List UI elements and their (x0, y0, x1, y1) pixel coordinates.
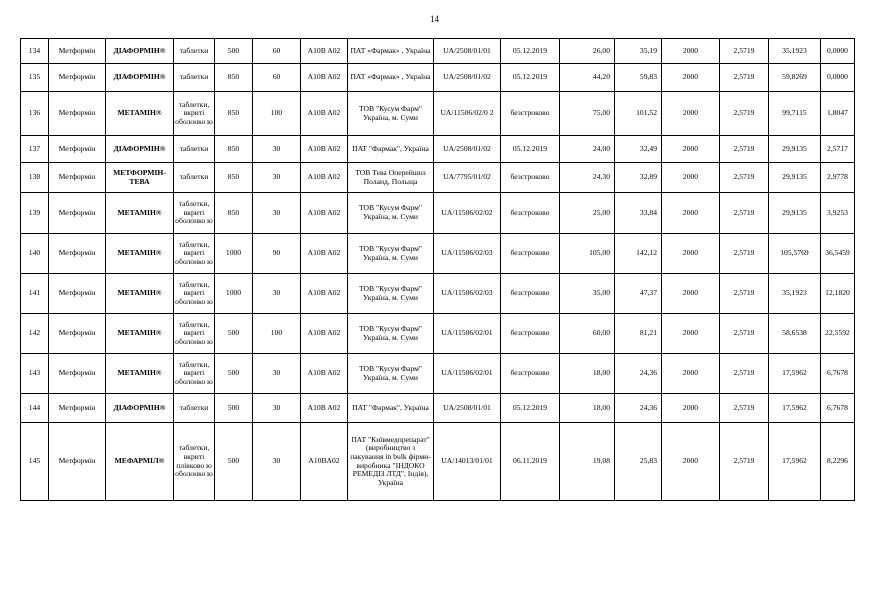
reference-price-cell: 35,1923 (769, 274, 821, 314)
coefficient-cell: 2,5719 (720, 136, 769, 163)
price-with-markup-cell: 142,12 (615, 234, 662, 274)
registration-number-cell: UA/11506/02/02 (434, 193, 501, 234)
price-cell: 18,00 (560, 354, 615, 394)
row-number: 140 (21, 234, 49, 274)
difference-cell: 1,8047 (821, 92, 855, 136)
difference-cell: 22,5592 (821, 314, 855, 354)
table-row (21, 423, 855, 501)
reference-price-cell: 17,5962 (769, 354, 821, 394)
dose-cell: 850 (215, 163, 253, 193)
row-number: 138 (21, 163, 49, 193)
registration-number-cell: UA/11506/02/01 (434, 354, 501, 394)
price-with-markup-cell: 24,36 (615, 394, 662, 423)
row-number: 136 (21, 92, 49, 136)
reference-price-cell: 99,7115 (769, 92, 821, 136)
atc-code-cell: A10B A02 (301, 234, 348, 274)
trade-name-cell: ДІАФОРМІН® (106, 39, 174, 64)
trade-name-cell: МЕТАМІН® (106, 314, 174, 354)
dosage-form-cell: таблетки, вкриті оболонко ю (174, 354, 215, 394)
atc-code-cell: A10B A02 (301, 64, 348, 92)
table-row (21, 163, 855, 193)
table-body (21, 39, 855, 501)
dosage-form-cell: таблетки (174, 39, 215, 64)
coefficient-cell: 2,5719 (720, 314, 769, 354)
ddd-cell: 2000 (662, 234, 720, 274)
coefficient-cell: 2,5719 (720, 163, 769, 193)
ddd-cell: 2000 (662, 136, 720, 163)
inn-cell: Метформін (49, 394, 106, 423)
pack-quantity-cell: 30 (253, 193, 301, 234)
pack-quantity-cell: 30 (253, 423, 301, 501)
atc-code-cell: A10B A02 (301, 163, 348, 193)
price-cell: 60,00 (560, 314, 615, 354)
trade-name-cell: МЕТФОРМІН-ТЕВА (106, 163, 174, 193)
dose-cell: 850 (215, 64, 253, 92)
difference-cell: 8,2296 (821, 423, 855, 501)
coefficient-cell: 2,5719 (720, 64, 769, 92)
dose-cell: 500 (215, 39, 253, 64)
ddd-cell: 2000 (662, 64, 720, 92)
table-row (21, 354, 855, 394)
trade-name-cell: ДІАФОРМІН® (106, 64, 174, 92)
registration-date-cell: 05.12.2019 (501, 136, 560, 163)
registration-number-cell: UA/2508/01/02 (434, 136, 501, 163)
page-number: 14 (430, 14, 439, 24)
medicine-registry-table (20, 38, 855, 501)
trade-name-cell: МЕТАМІН® (106, 234, 174, 274)
ddd-cell: 2000 (662, 423, 720, 501)
row-number: 137 (21, 136, 49, 163)
dosage-form-cell: таблетки, вкриті плівково ю оболонко ю (174, 423, 215, 501)
trade-name-cell: ДІАФОРМІН® (106, 136, 174, 163)
registration-date-cell: 05.12.2019 (501, 39, 560, 64)
dosage-form-cell: таблетки (174, 163, 215, 193)
registration-number-cell: UA/11506/02/0 2 (434, 92, 501, 136)
registration-number-cell: UA/11506/02/03 (434, 274, 501, 314)
registration-date-cell: безстроково (501, 274, 560, 314)
pack-quantity-cell: 100 (253, 92, 301, 136)
dose-cell: 1000 (215, 274, 253, 314)
registration-number-cell: UA/11506/02/03 (434, 234, 501, 274)
registration-number-cell: UA/2508/01/01 (434, 394, 501, 423)
registration-number-cell: UA/7795/01/02 (434, 163, 501, 193)
atc-code-cell: A10B A02 (301, 314, 348, 354)
price-cell: 105,00 (560, 234, 615, 274)
ddd-cell: 2000 (662, 274, 720, 314)
table-row (21, 136, 855, 163)
difference-cell: 12,1820 (821, 274, 855, 314)
reference-price-cell: 17,5962 (769, 423, 821, 501)
manufacturer-cell: ТОВ "Кусум Фарм" Україна, м. Суми (348, 354, 434, 394)
inn-cell: Метформін (49, 274, 106, 314)
table-row (21, 234, 855, 274)
dosage-form-cell: таблетки, вкриті оболонко ю (174, 274, 215, 314)
dose-cell: 500 (215, 314, 253, 354)
dosage-form-cell: таблетки, вкриті оболонко ю (174, 234, 215, 274)
pack-quantity-cell: 30 (253, 274, 301, 314)
registration-date-cell: безстроково (501, 193, 560, 234)
table-row (21, 39, 855, 64)
pack-quantity-cell: 60 (253, 64, 301, 92)
manufacturer-cell: ТОВ "Кусум Фарм" Україна, м. Суми (348, 92, 434, 136)
row-number: 143 (21, 354, 49, 394)
price-with-markup-cell: 59,83 (615, 64, 662, 92)
row-number: 144 (21, 394, 49, 423)
coefficient-cell: 2,5719 (720, 39, 769, 64)
ddd-cell: 2000 (662, 163, 720, 193)
reference-price-cell: 105,5769 (769, 234, 821, 274)
trade-name-cell: ДІАФОРМІН® (106, 394, 174, 423)
manufacturer-cell: ПАТ «Фармак» , Україна (348, 39, 434, 64)
row-number: 134 (21, 39, 49, 64)
dosage-form-cell: таблетки (174, 136, 215, 163)
difference-cell: 2,5717 (821, 136, 855, 163)
trade-name-cell: МЕТАМІН® (106, 274, 174, 314)
price-with-markup-cell: 24,36 (615, 354, 662, 394)
difference-cell: 2,9778 (821, 163, 855, 193)
manufacturer-cell: ТОВ "Кусум Фарм" Україна, м. Суми (348, 234, 434, 274)
dose-cell: 1000 (215, 234, 253, 274)
dose-cell: 850 (215, 92, 253, 136)
atc-code-cell: A10B A02 (301, 394, 348, 423)
registration-date-cell: 06.11.2019 (501, 423, 560, 501)
inn-cell: Метформін (49, 64, 106, 92)
atc-code-cell: A10B A02 (301, 39, 348, 64)
price-cell: 75,00 (560, 92, 615, 136)
ddd-cell: 2000 (662, 92, 720, 136)
dose-cell: 500 (215, 394, 253, 423)
registration-number-cell: UA/2508/01/02 (434, 64, 501, 92)
row-number: 145 (21, 423, 49, 501)
atc-code-cell: A10B A02 (301, 92, 348, 136)
price-with-markup-cell: 32,49 (615, 136, 662, 163)
manufacturer-cell: ПАТ "Фармак", Україна (348, 394, 434, 423)
atc-code-cell: A10B A02 (301, 354, 348, 394)
registration-date-cell: безстроково (501, 92, 560, 136)
table-row (21, 274, 855, 314)
price-with-markup-cell: 81,21 (615, 314, 662, 354)
coefficient-cell: 2,5719 (720, 92, 769, 136)
manufacturer-cell: ПАТ "Київмедпрепарат" (виробництво з пакування in bulk фірми-виробника "ІНДОКО РЕМЕДІЗ ЛТД", Індія), Україна (348, 423, 434, 501)
price-with-markup-cell: 47,37 (615, 274, 662, 314)
manufacturer-cell: ТОВ "Кусум Фарм" Україна, м. Суми (348, 193, 434, 234)
atc-code-cell: A10B A02 (301, 274, 348, 314)
manufacturer-cell: ПАТ "Фармак", Україна (348, 136, 434, 163)
difference-cell: 36,5459 (821, 234, 855, 274)
inn-cell: Метформін (49, 193, 106, 234)
difference-cell: 3,9253 (821, 193, 855, 234)
dosage-form-cell: таблетки, вкриті оболонко ю (174, 193, 215, 234)
coefficient-cell: 2,5719 (720, 423, 769, 501)
trade-name-cell: МЕТАМІН® (106, 354, 174, 394)
price-with-markup-cell: 35,19 (615, 39, 662, 64)
manufacturer-cell: ТОВ "Кусум Фарм" Україна, м. Суми (348, 274, 434, 314)
inn-cell: Метформін (49, 39, 106, 64)
ddd-cell: 2000 (662, 193, 720, 234)
ddd-cell: 2000 (662, 394, 720, 423)
manufacturer-cell: ТОВ "Кусум Фарм" Україна, м. Суми (348, 314, 434, 354)
registration-date-cell: безстроково (501, 314, 560, 354)
row-number: 141 (21, 274, 49, 314)
inn-cell: Метформін (49, 423, 106, 501)
price-cell: 19,08 (560, 423, 615, 501)
dose-cell: 500 (215, 423, 253, 501)
table-row (21, 92, 855, 136)
reference-price-cell: 29,9135 (769, 193, 821, 234)
dosage-form-cell: таблетки, вкриті оболонко ю (174, 314, 215, 354)
dosage-form-cell: таблетки (174, 394, 215, 423)
price-cell: 25,00 (560, 193, 615, 234)
registration-date-cell: безстроково (501, 234, 560, 274)
ddd-cell: 2000 (662, 314, 720, 354)
dosage-form-cell: таблетки (174, 64, 215, 92)
price-cell: 18,00 (560, 394, 615, 423)
reference-price-cell: 58,6538 (769, 314, 821, 354)
registration-date-cell: безстроково (501, 163, 560, 193)
inn-cell: Метформін (49, 136, 106, 163)
price-cell: 24,30 (560, 163, 615, 193)
price-with-markup-cell: 25,83 (615, 423, 662, 501)
reference-price-cell: 59,8269 (769, 64, 821, 92)
manufacturer-cell: ТОВ Тева Оперейшнз Поланд, Польща (348, 163, 434, 193)
inn-cell: Метформін (49, 92, 106, 136)
reference-price-cell: 29,9135 (769, 163, 821, 193)
pack-quantity-cell: 30 (253, 136, 301, 163)
difference-cell: 0,0000 (821, 39, 855, 64)
trade-name-cell: МЕФАРМІЛ® (106, 423, 174, 501)
table-row (21, 314, 855, 354)
price-with-markup-cell: 32,89 (615, 163, 662, 193)
price-cell: 35,00 (560, 274, 615, 314)
registration-date-cell: 05.12.2019 (501, 64, 560, 92)
reference-price-cell: 35,1923 (769, 39, 821, 64)
pack-quantity-cell: 30 (253, 163, 301, 193)
pack-quantity-cell: 90 (253, 234, 301, 274)
price-cell: 24,00 (560, 136, 615, 163)
dose-cell: 850 (215, 136, 253, 163)
row-number: 142 (21, 314, 49, 354)
trade-name-cell: МЕТАМІН® (106, 193, 174, 234)
registration-date-cell: 05.12.2019 (501, 394, 560, 423)
registration-number-cell: UA/11506/02/01 (434, 314, 501, 354)
atc-code-cell: A10B A02 (301, 193, 348, 234)
registration-number-cell: UA/14013/01/01 (434, 423, 501, 501)
pack-quantity-cell: 100 (253, 314, 301, 354)
manufacturer-cell: ПАТ «Фармак» , Україна (348, 64, 434, 92)
dose-cell: 850 (215, 193, 253, 234)
ddd-cell: 2000 (662, 354, 720, 394)
inn-cell: Метформін (49, 354, 106, 394)
table-row (21, 193, 855, 234)
price-cell: 44,20 (560, 64, 615, 92)
pack-quantity-cell: 60 (253, 39, 301, 64)
coefficient-cell: 2,5719 (720, 354, 769, 394)
reference-price-cell: 17,5962 (769, 394, 821, 423)
pack-quantity-cell: 30 (253, 394, 301, 423)
coefficient-cell: 2,5719 (720, 234, 769, 274)
coefficient-cell: 2,5719 (720, 193, 769, 234)
atc-code-cell: A10BA02 (301, 423, 348, 501)
table-row (21, 394, 855, 423)
registration-number-cell: UA/2508/01/01 (434, 39, 501, 64)
table-row (21, 64, 855, 92)
difference-cell: 0,0000 (821, 64, 855, 92)
inn-cell: Метформін (49, 163, 106, 193)
reference-price-cell: 29,9135 (769, 136, 821, 163)
dose-cell: 500 (215, 354, 253, 394)
trade-name-cell: МЕТАМІН® (106, 92, 174, 136)
ddd-cell: 2000 (662, 39, 720, 64)
row-number: 135 (21, 64, 49, 92)
price-with-markup-cell: 33,84 (615, 193, 662, 234)
row-number: 139 (21, 193, 49, 234)
difference-cell: 6,7678 (821, 354, 855, 394)
coefficient-cell: 2,5719 (720, 274, 769, 314)
pack-quantity-cell: 30 (253, 354, 301, 394)
price-with-markup-cell: 101,52 (615, 92, 662, 136)
price-cell: 26,00 (560, 39, 615, 64)
registration-date-cell: безстроково (501, 354, 560, 394)
inn-cell: Метформін (49, 234, 106, 274)
inn-cell: Метформін (49, 314, 106, 354)
difference-cell: 6,7678 (821, 394, 855, 423)
dosage-form-cell: таблетки, вкриті оболонко ю (174, 92, 215, 136)
atc-code-cell: A10B A02 (301, 136, 348, 163)
coefficient-cell: 2,5719 (720, 394, 769, 423)
